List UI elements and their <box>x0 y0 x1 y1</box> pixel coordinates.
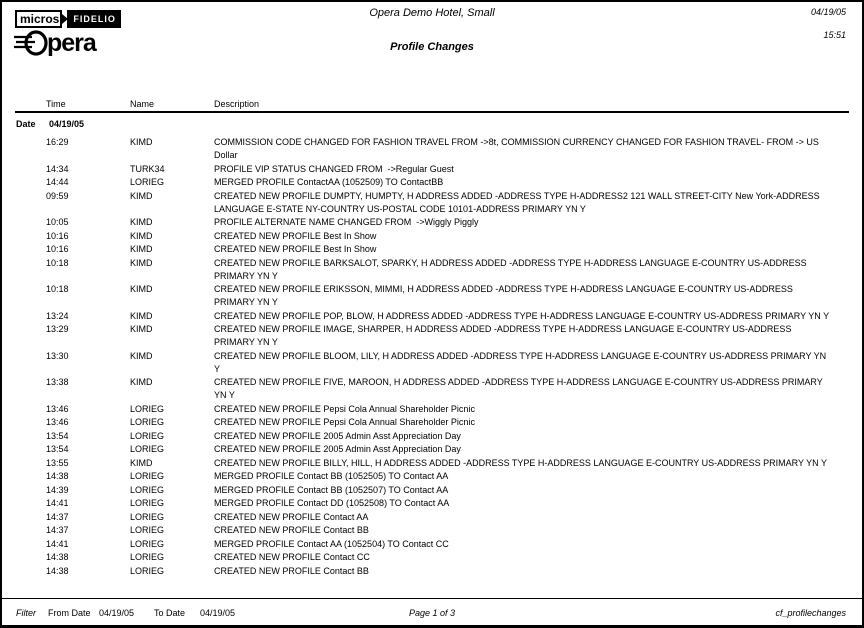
to-date-value: 04/19/05 <box>200 608 236 618</box>
row-description: CREATED NEW PROFILE Pepsi Cola Annual Shareholder Picnic <box>214 417 475 427</box>
table-row <box>2 511 862 524</box>
micros-logo-text: micros <box>15 10 62 28</box>
row-time: 14:41 <box>46 538 69 549</box>
row-description: CREATED NEW PROFILE Contact CC <box>214 552 370 562</box>
table-row <box>2 176 862 189</box>
row-description: CREATED NEW PROFILE 2005 Admin Asst Appreciation Day <box>214 444 461 454</box>
opera-logo-text: pera <box>47 29 96 57</box>
table-row <box>2 497 862 510</box>
row-time: 13:55 <box>46 457 69 468</box>
row-name: LORIEG <box>130 177 165 187</box>
table-row <box>2 470 862 483</box>
table-row <box>2 350 862 376</box>
row-name: LORIEG <box>130 552 165 562</box>
to-date-label: To Date <box>154 608 186 618</box>
table-row <box>2 551 862 564</box>
row-description: CREATED NEW PROFILE FIVE, MAROON, H ADDRESS ADDED -ADDRESS TYPE H-ADDRESS LANGUAGE E-COUNTRY US-ADDRESS PRIMARY YN Y <box>214 377 825 400</box>
row-name: KIMD <box>130 137 153 147</box>
report-footer <box>2 598 862 625</box>
page-number: Page 1 of 3 <box>408 608 456 618</box>
table-row <box>2 403 862 416</box>
row-time: 10:05 <box>46 217 69 227</box>
row-time: 13:24 <box>46 310 69 321</box>
table-row <box>2 565 862 578</box>
row-time: 13:46 <box>46 417 69 427</box>
report-date: 04/19/05 <box>810 7 846 17</box>
row-name: LORIEG <box>130 525 165 535</box>
table-row <box>2 257 862 283</box>
row-name: LORIEG <box>130 444 165 454</box>
row-time: 13:54 <box>46 444 69 454</box>
table-row <box>2 136 862 162</box>
row-time: 14:38 <box>46 565 69 576</box>
row-name: LORIEG <box>130 565 165 576</box>
row-time: 13:54 <box>46 430 69 441</box>
row-name: KIMD <box>130 257 153 268</box>
header-divider <box>15 111 849 113</box>
row-time: 09:59 <box>46 190 69 201</box>
row-time: 14:41 <box>46 498 69 508</box>
row-description: CREATED NEW PROFILE BLOOM, LILY, H ADDRESS ADDED -ADDRESS TYPE H-ADDRESS LANGUAGE E-COUNTRY US-ADDRESS PRIMARY YN Y <box>214 350 829 374</box>
row-name: LORIEG <box>130 498 165 508</box>
from-date-value: 04/19/05 <box>99 608 135 618</box>
table-row <box>2 190 862 216</box>
row-name: KIMD <box>130 244 153 254</box>
report-title: Profile Changes <box>390 41 474 53</box>
table-row <box>2 484 862 497</box>
row-name: KIMD <box>130 310 153 321</box>
row-name: KIMD <box>130 350 153 361</box>
row-time: 16:29 <box>46 137 69 147</box>
arrow-right-icon <box>62 14 68 24</box>
row-time: 14:37 <box>46 525 69 535</box>
row-time: 10:18 <box>46 284 69 294</box>
row-description: CREATED NEW PROFILE POP, BLOW, H ADDRESS ADDED -ADDRESS TYPE H-ADDRESS LANGUAGE E-COUNTRY US-ADDRESS PRIMARY YN Y <box>214 310 830 321</box>
column-header-time: Time <box>46 99 66 109</box>
table-row <box>2 443 862 456</box>
row-name: TURK34 <box>130 163 165 174</box>
report-time: 15:51 <box>823 30 846 40</box>
row-name: LORIEG <box>130 430 165 441</box>
row-description: PROFILE VIP STATUS CHANGED FROM ->Regular Guest <box>214 163 454 174</box>
row-description: COMMISSION CODE CHANGED FOR FASHION TRAVEL FROM ->8t, COMMISSION CURRENCY CHANGED FOR FASHION TRAVEL- FROM -> US Dollar <box>214 137 822 160</box>
row-name: LORIEG <box>130 471 165 481</box>
row-description: CREATED NEW PROFILE Pepsi Cola Annual Shareholder Picnic <box>214 403 475 414</box>
row-name: KIMD <box>130 377 153 387</box>
row-description: CREATED NEW PROFILE DUMPTY, HUMPTY, H ADDRESS ADDED -ADDRESS TYPE H-ADDRESS2 121 WALL STREET-CITY New York-ADDRESS LANGUAGE E-STATE NY-COUNTRY US-POSTAL CODE 10101-ADDRESS PRIMARY YN Y <box>214 190 823 214</box>
column-header-name: Name <box>130 99 155 109</box>
row-name: LORIEG <box>130 484 165 495</box>
date-group-label: Date <box>16 119 36 129</box>
row-time: 14:34 <box>46 163 69 174</box>
date-group-value: 04/19/05 <box>49 119 85 129</box>
row-time: 13:30 <box>46 350 69 361</box>
table-row <box>2 323 862 349</box>
row-description: CREATED NEW PROFILE ERIKSSON, MIMMI, H ADDRESS ADDED -ADDRESS TYPE H-ADDRESS LANGUAGE E-COUNTRY US-ADDRESS PRIMARY YN Y <box>214 284 796 307</box>
row-name: KIMD <box>130 190 153 201</box>
filter-label: Filter <box>16 608 36 618</box>
row-name: LORIEG <box>130 511 165 522</box>
row-time: 14:39 <box>46 484 69 495</box>
fidelio-logo-text: FIDELIO <box>67 10 121 28</box>
row-description: PROFILE ALTERNATE NAME CHANGED FROM ->Wiggly Piggly <box>214 217 479 227</box>
table-row <box>2 163 862 176</box>
row-time: 13:46 <box>46 403 69 414</box>
row-time: 14:44 <box>46 177 69 187</box>
table-row <box>2 457 862 470</box>
table-row <box>2 243 862 256</box>
row-name: LORIEG <box>130 538 165 549</box>
row-description: CREATED NEW PROFILE BARKSALOT, SPARKY, H ADDRESS ADDED -ADDRESS TYPE H-ADDRESS LANGUAGE E-COUNTRY US-ADDRESS PRIMARY YN Y <box>214 257 810 281</box>
row-time: 14:37 <box>46 511 69 522</box>
table-row <box>2 524 862 537</box>
from-date-label: From Date <box>48 608 91 618</box>
row-time: 14:38 <box>46 552 69 562</box>
row-time: 10:16 <box>46 230 69 241</box>
row-name: KIMD <box>130 230 153 241</box>
table-row <box>2 376 862 402</box>
profile-changes-table <box>2 136 862 578</box>
row-time: 14:38 <box>46 471 69 481</box>
row-description: MERGED PROFILE Contact AA (1052504) TO Contact CC <box>214 538 449 549</box>
row-description: MERGED PROFILE ContactAA (1052509) TO ContactBB <box>214 177 444 187</box>
row-description: CREATED NEW PROFILE Best In Show <box>214 244 377 254</box>
row-description: MERGED PROFILE Contact BB (1052505) TO Contact AA <box>214 471 449 481</box>
table-row <box>2 430 862 443</box>
row-description: CREATED NEW PROFILE 2005 Admin Asst Appreciation Day <box>214 430 461 441</box>
row-time: 10:18 <box>46 257 69 268</box>
table-row <box>2 310 862 323</box>
row-description: CREATED NEW PROFILE IMAGE, SHARPER, H ADDRESS ADDED -ADDRESS TYPE H-ADDRESS LANGUAGE E-COUNTRY US-ADDRESS PRIMARY YN Y <box>214 324 794 347</box>
row-description: CREATED NEW PROFILE Contact BB <box>214 565 369 576</box>
row-description: CREATED NEW PROFILE Best In Show <box>214 230 377 241</box>
table-row <box>2 230 862 243</box>
row-time: 13:29 <box>46 324 69 334</box>
row-description: CREATED NEW PROFILE Contact AA <box>214 511 369 522</box>
row-name: LORIEG <box>130 417 165 427</box>
row-name: KIMD <box>130 324 153 334</box>
row-description: MERGED PROFILE Contact DD (1052508) TO Contact AA <box>214 498 450 508</box>
table-row <box>2 283 862 309</box>
row-name: KIMD <box>130 284 153 294</box>
date-group-row <box>16 119 84 129</box>
report-id: cf_profilechanges <box>775 608 846 618</box>
row-name: LORIEG <box>130 403 165 414</box>
row-name: KIMD <box>130 457 153 468</box>
row-time: 13:38 <box>46 377 69 387</box>
row-name: KIMD <box>130 217 153 227</box>
table-row <box>2 416 862 429</box>
column-header-description: Description <box>214 99 260 109</box>
row-description: CREATED NEW PROFILE Contact BB <box>214 525 369 535</box>
row-description: MERGED PROFILE Contact BB (1052507) TO Contact AA <box>214 484 449 495</box>
hotel-title: Opera Demo Hotel, Small <box>369 7 495 19</box>
table-row <box>2 216 862 229</box>
row-time: 10:16 <box>46 244 69 254</box>
table-row <box>2 538 862 551</box>
row-description: CREATED NEW PROFILE BILLY, HILL, H ADDRESS ADDED -ADDRESS TYPE H-ADDRESS LANGUAGE E-COUNTRY US-ADDRESS PRIMARY YN Y <box>214 457 827 468</box>
